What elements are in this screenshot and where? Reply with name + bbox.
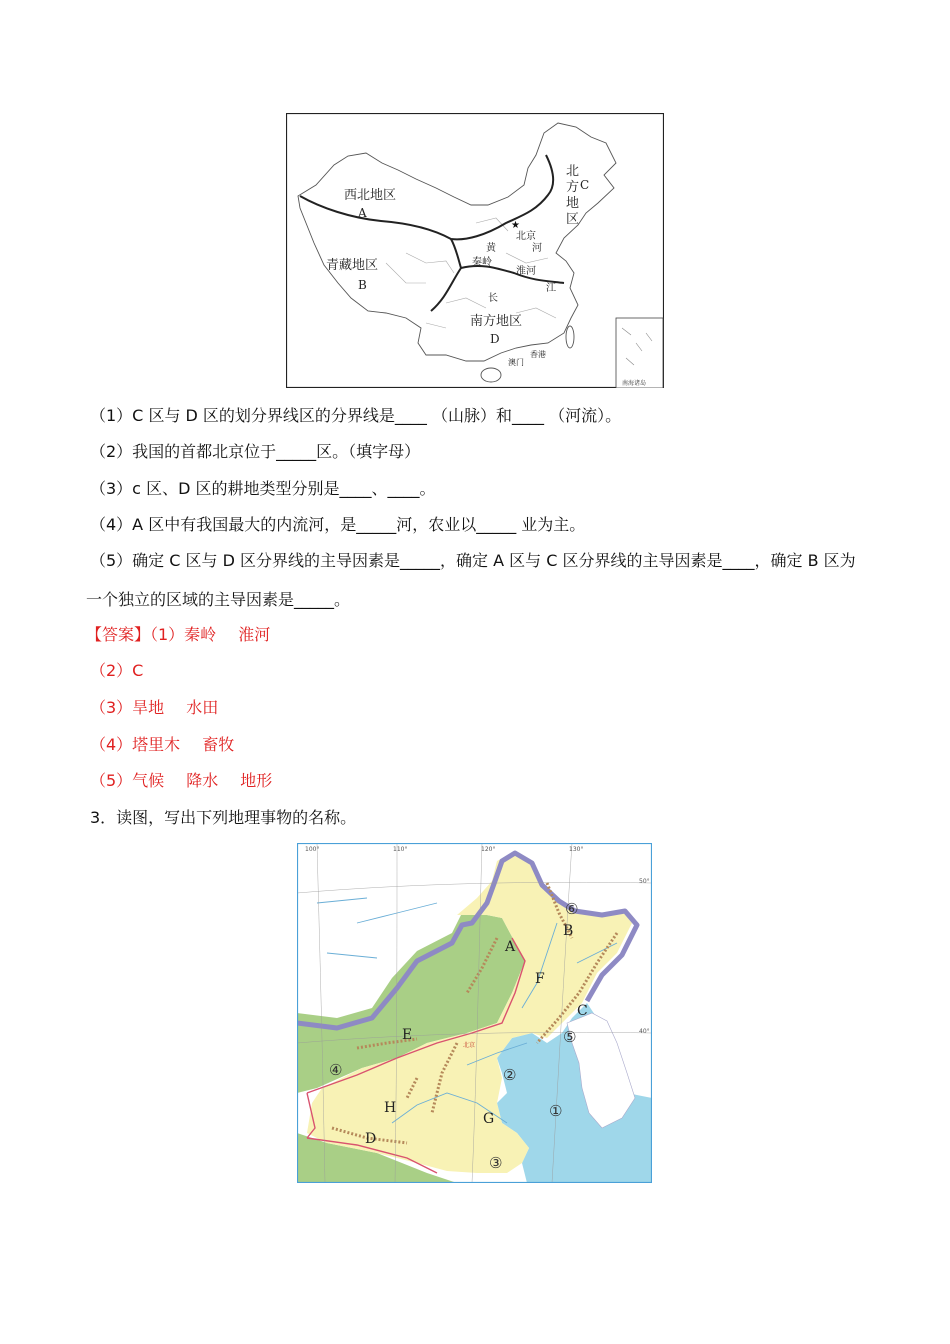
north-china-map xyxy=(297,843,652,1183)
label-beijing: 北京 xyxy=(516,231,536,242)
china-regions-map xyxy=(286,113,664,388)
map2-label-d: D xyxy=(365,1131,377,1147)
question-5-line-1: （5）确定 C 区与 D 区分界线的主导因素是_____，确定 A 区与 C 区分界线的主导因素是____，确定 B 区为 xyxy=(90,551,856,570)
answer-1 xyxy=(86,625,270,645)
question-3-title: 3．读图，写出下列地理事物的名称。 xyxy=(90,808,357,827)
map2-label-6: ⑥ xyxy=(565,900,579,918)
label-south: 南方地区 xyxy=(470,314,523,329)
label-qingzang: 青藏地区 xyxy=(326,258,379,273)
label-northwest: 西北地区 xyxy=(344,188,397,203)
lon-120: 120° xyxy=(481,846,496,853)
label-qinling: 秦岭 xyxy=(472,257,492,268)
label-north-1: 北 xyxy=(566,164,580,179)
answer-2: （2）C xyxy=(90,661,144,680)
map2-label-5: ⑤ xyxy=(563,1028,577,1046)
map2-label-h: H xyxy=(384,1100,397,1116)
question-5-line-2: 一个独立的区域的主导因素是_____。 xyxy=(86,590,351,609)
label-chang: 长 xyxy=(488,293,498,304)
beijing-star-icon: ★ xyxy=(511,220,520,231)
label-he: 河 xyxy=(532,243,542,254)
answer-1-a: 【答案】（1）秦岭 xyxy=(86,625,217,644)
inset-label: 南海诸岛 xyxy=(622,380,647,387)
question-1: （1）C 区与 D 区的划分界线区的分界线是____ （山脉）和____ （河流）。 xyxy=(90,406,622,425)
lon-100: 100° xyxy=(305,846,320,853)
lon-110: 110° xyxy=(393,846,408,853)
label-d: D xyxy=(490,332,500,346)
question-2: （2）我国的首都北京位于_____区。（填字母） xyxy=(90,442,421,461)
label-jiang: 江 xyxy=(546,283,556,294)
answer-5-a: （5）气候 xyxy=(90,771,165,790)
answer-5 xyxy=(90,771,272,791)
answer-5-b: 降水 xyxy=(186,771,219,790)
question-3: （3）c 区、D 区的耕地类型分别是____、____。 xyxy=(90,479,436,498)
answer-5-c: 地形 xyxy=(240,771,273,790)
map2-label-c: C xyxy=(577,1003,588,1019)
label-north-3: 地 xyxy=(566,196,580,211)
label-huai: 淮河 xyxy=(516,266,536,277)
map2-label-g: G xyxy=(483,1111,495,1127)
label-c: C xyxy=(580,178,590,192)
lat-40: 40° xyxy=(639,1028,650,1035)
answer-3-a: （3）旱地 xyxy=(90,698,165,717)
map2-beijing-label: 北京 xyxy=(463,1042,476,1049)
map2-label-4: ④ xyxy=(329,1061,343,1079)
question-4: （4）A 区中有我国最大的内流河，是_____河，农业以_____ 业为主。 xyxy=(90,515,586,534)
map2-label-1: ① xyxy=(549,1102,563,1120)
answer-4 xyxy=(90,735,234,755)
answer-4-b: 畜牧 xyxy=(202,735,235,754)
lat-50: 50° xyxy=(639,878,650,885)
map2-label-b: B xyxy=(563,923,574,939)
label-north-2: 方 xyxy=(566,180,580,195)
answer-3-b: 水田 xyxy=(186,698,219,717)
label-xianggang: 香港 xyxy=(530,350,546,359)
map2-label-f: F xyxy=(535,971,545,987)
label-b: B xyxy=(358,278,367,292)
label-aomen: 澳门 xyxy=(508,358,524,367)
label-north-4: 区 xyxy=(566,212,580,227)
answer-4-a: （4）塔里木 xyxy=(90,735,181,754)
label-a: A xyxy=(358,206,367,220)
map2-label-e: E xyxy=(402,1027,413,1043)
map2-label-a: A xyxy=(505,939,516,955)
map2-label-3: ③ xyxy=(489,1154,503,1172)
lon-130: 130° xyxy=(569,846,584,853)
answer-3 xyxy=(90,698,218,718)
label-huang: 黄 xyxy=(486,243,496,254)
map2-label-2: ② xyxy=(503,1066,517,1084)
answer-1-b: 淮河 xyxy=(238,625,271,644)
